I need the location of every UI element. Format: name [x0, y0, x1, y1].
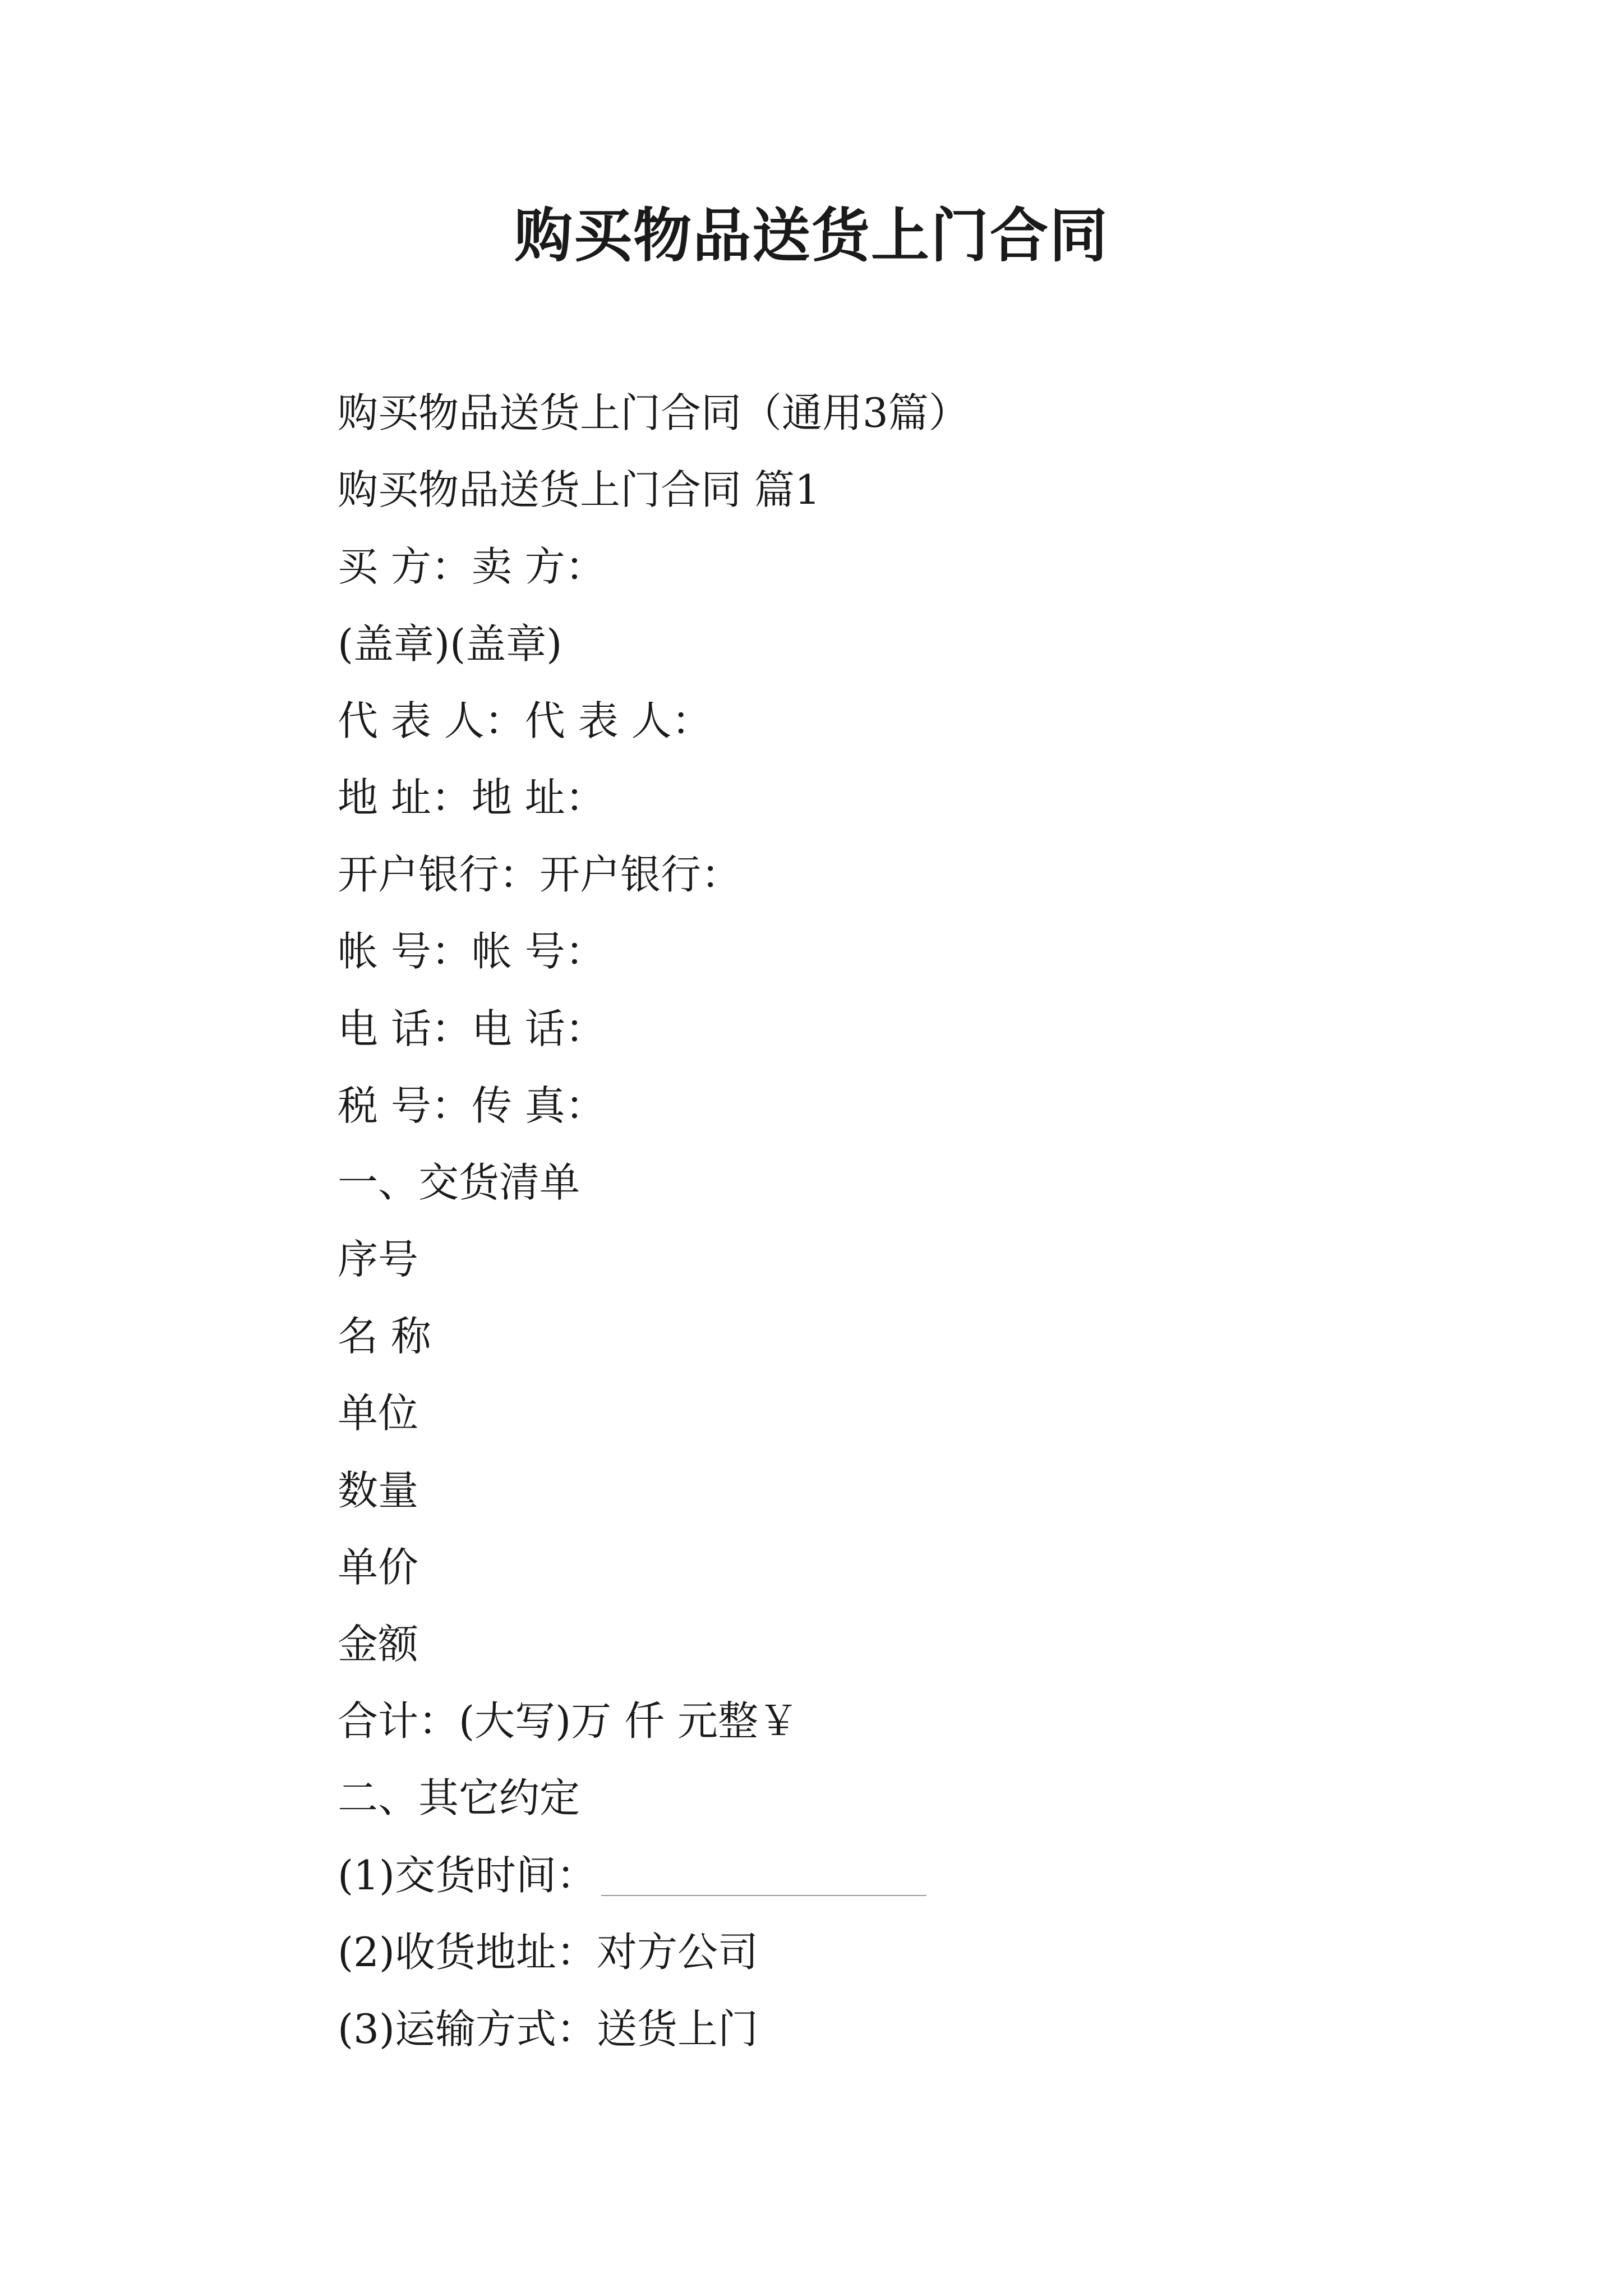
list-field-line: 金额 [338, 1621, 419, 1668]
account-line: 帐 号：帐 号： [338, 928, 606, 976]
delivery-time-blank [601, 1895, 926, 1896]
document-title: 购买物品送货上门合同 [514, 201, 1109, 270]
bank-line: 开户银行：开户银行： [338, 851, 742, 899]
representative-line: 代 表 人：代 表 人： [338, 697, 712, 744]
other-terms-heading: 二、其它约定 [338, 1774, 580, 1822]
receiving-address-line: (2)收货地址：对方公司 [338, 1928, 758, 1976]
list-field-line: 单位 [338, 1389, 419, 1437]
transport-method-line: (3)运输方式：送货上门 [338, 2005, 758, 2053]
delivery-list-heading: 一、交货清单 [338, 1158, 580, 1206]
tax-fax-line: 税 号：传 真： [338, 1082, 606, 1129]
document-body [338, 375, 1515, 2068]
list-field-line: 数量 [338, 1466, 419, 1514]
list-field-line: 名 称 [338, 1313, 431, 1360]
list-field-line: 序号 [338, 1236, 419, 1283]
address-line: 地 址：地 址： [338, 774, 606, 821]
party-line: 买 方：卖 方： [338, 543, 606, 591]
stamp-line: (盖章)(盖章) [338, 620, 562, 668]
list-field-line: 单价 [338, 1543, 419, 1591]
section-heading: 购买物品送货上门合同 篇1 [338, 466, 820, 514]
delivery-time-line [338, 1837, 1515, 1914]
phone-line: 电 话：电 话： [338, 1005, 606, 1052]
total-line: 合计：(大写)万 仟 元整￥ [338, 1697, 799, 1745]
subtitle-line: 购买物品送货上门合同（通用3篇） [338, 389, 969, 436]
delivery-time-label: (1)交货时间： [338, 1851, 597, 1899]
